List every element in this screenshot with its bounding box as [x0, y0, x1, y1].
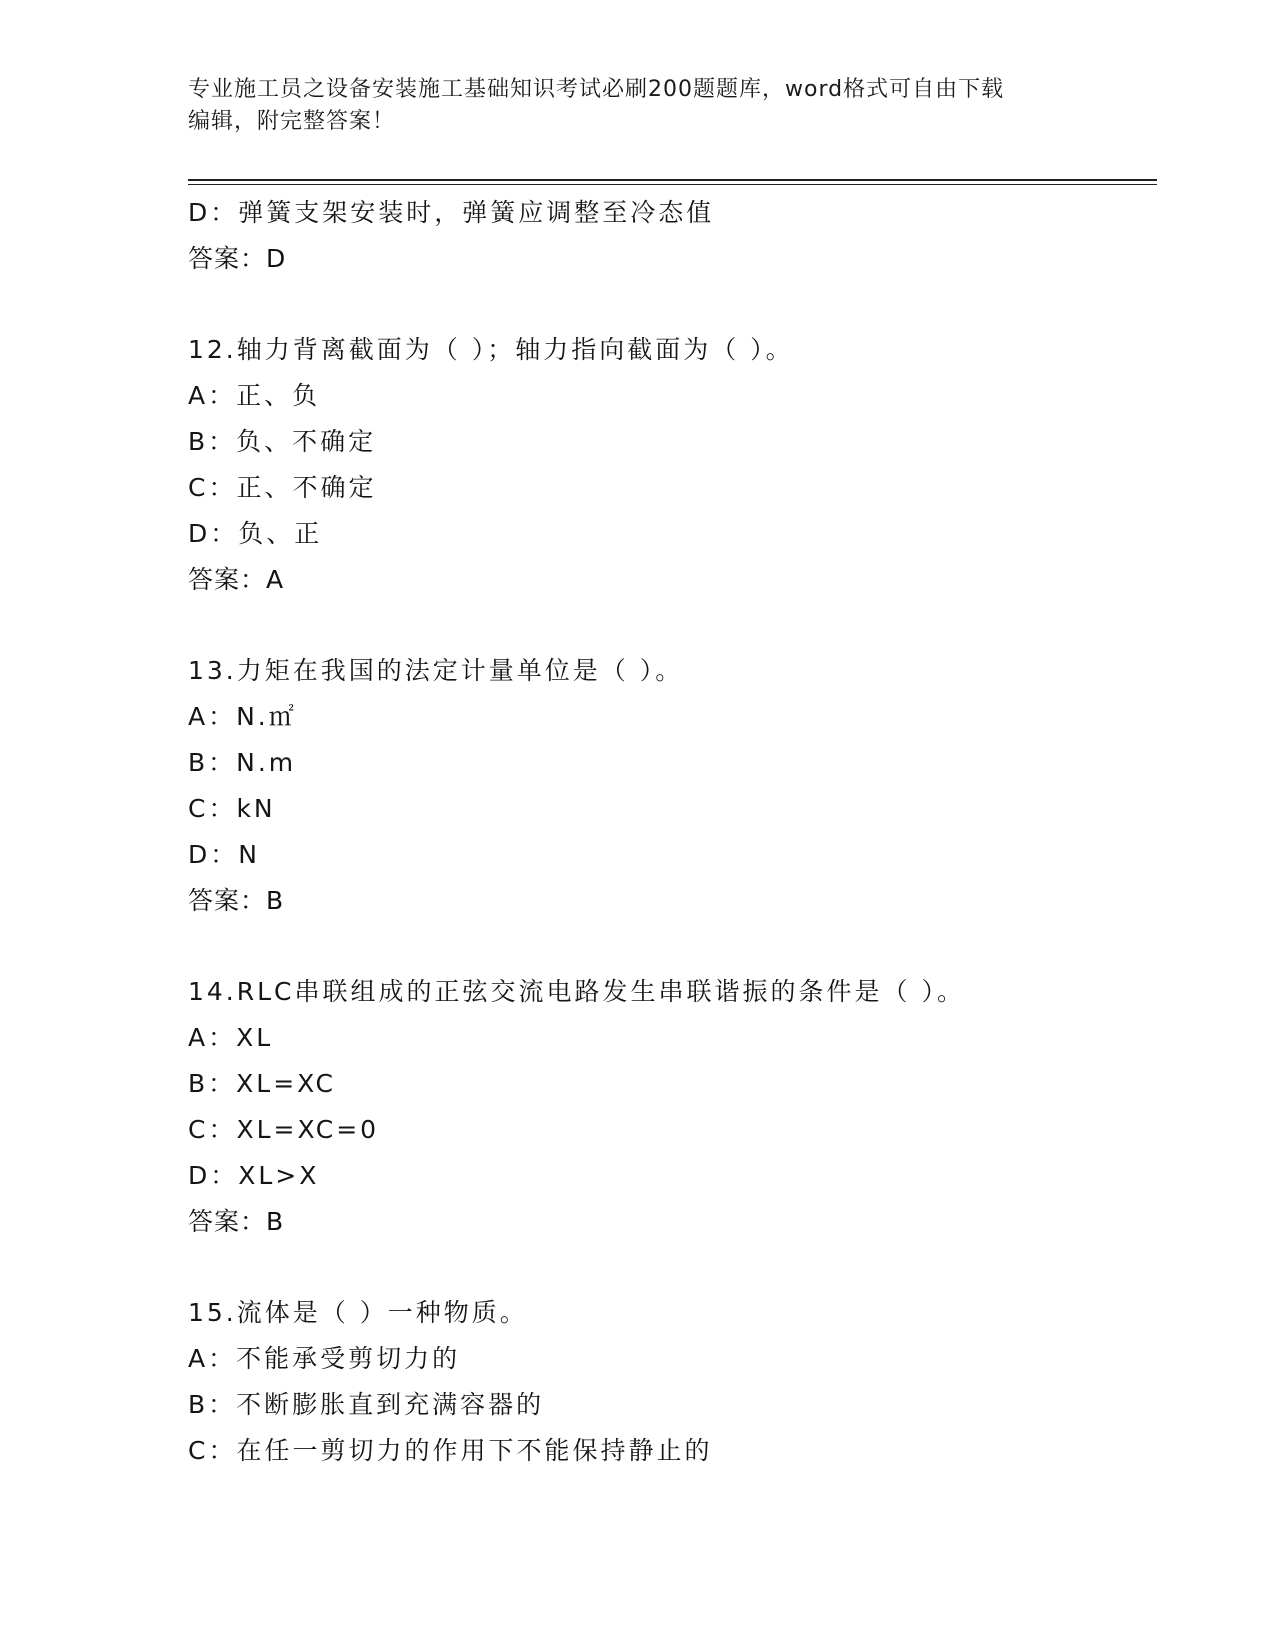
answer-value: B [266, 886, 285, 915]
question-stem: 13.力矩在我国的法定计量单位是（ ）。 [188, 656, 684, 685]
option-b: B：不断膨胀直到充满容器的 [188, 1390, 545, 1419]
option-c: C：XL=XC=0 [188, 1115, 380, 1144]
option-a: A：正、负 [188, 381, 321, 410]
answer-line [188, 878, 1148, 924]
option-d: D：N [188, 840, 260, 869]
question-list [188, 190, 1148, 1474]
option-c: C：正、不确定 [188, 473, 377, 502]
answer-label: 答案： [188, 1207, 267, 1236]
question-14 [188, 969, 1148, 1245]
answer-value: B [266, 1207, 285, 1236]
option-d: D：弹簧支架安装时，弹簧应调整至冷态值 [188, 198, 715, 227]
option-c: C：在任一剪切力的作用下不能保持静止的 [188, 1436, 713, 1465]
question-stem: 12.轴力背离截面为（ ）；轴力指向截面为（ ）。 [188, 335, 794, 364]
answer-label: 答案： [188, 565, 267, 594]
option-a: A：XL [188, 1023, 274, 1052]
option-d: D：XL>X [188, 1161, 320, 1190]
header-title-line-2: 编辑，附完整答案！ [188, 109, 396, 134]
option-a: A：不能承受剪切力的 [188, 1344, 461, 1373]
answer-line [188, 236, 1148, 282]
header-title-line-1: 专业施工员之设备安装施工基础知识考试必刷200题题库，word格式可自由下载 [188, 77, 1005, 102]
answer-line [188, 557, 1148, 603]
answer-line [188, 1199, 1148, 1245]
question-stem: 15.流体是（ ）一种物质。 [188, 1298, 528, 1327]
answer-value: D [266, 244, 287, 273]
answer-value: A [266, 565, 285, 594]
option-d: D：负、正 [188, 519, 323, 548]
question-stem: 14.RLC串联组成的正弦交流电路发生串联谐振的条件是（ ）。 [188, 977, 965, 1006]
header-divider-thick [188, 179, 1157, 181]
answer-label: 答案： [188, 244, 267, 273]
option-b: B：XL=XC [188, 1069, 336, 1098]
question-15 [188, 1290, 1148, 1474]
question-12 [188, 327, 1148, 603]
option-b: B：N.m [188, 748, 297, 777]
answer-label: 答案： [188, 886, 267, 915]
option-b: B：负、不确定 [188, 427, 377, 456]
option-a: A：N.㎡ [188, 702, 297, 731]
question-13 [188, 648, 1148, 924]
header-divider-thin [188, 184, 1157, 185]
question-11-tail [188, 190, 1148, 282]
document-header [188, 74, 1088, 138]
option-c: C：kN [188, 794, 276, 823]
